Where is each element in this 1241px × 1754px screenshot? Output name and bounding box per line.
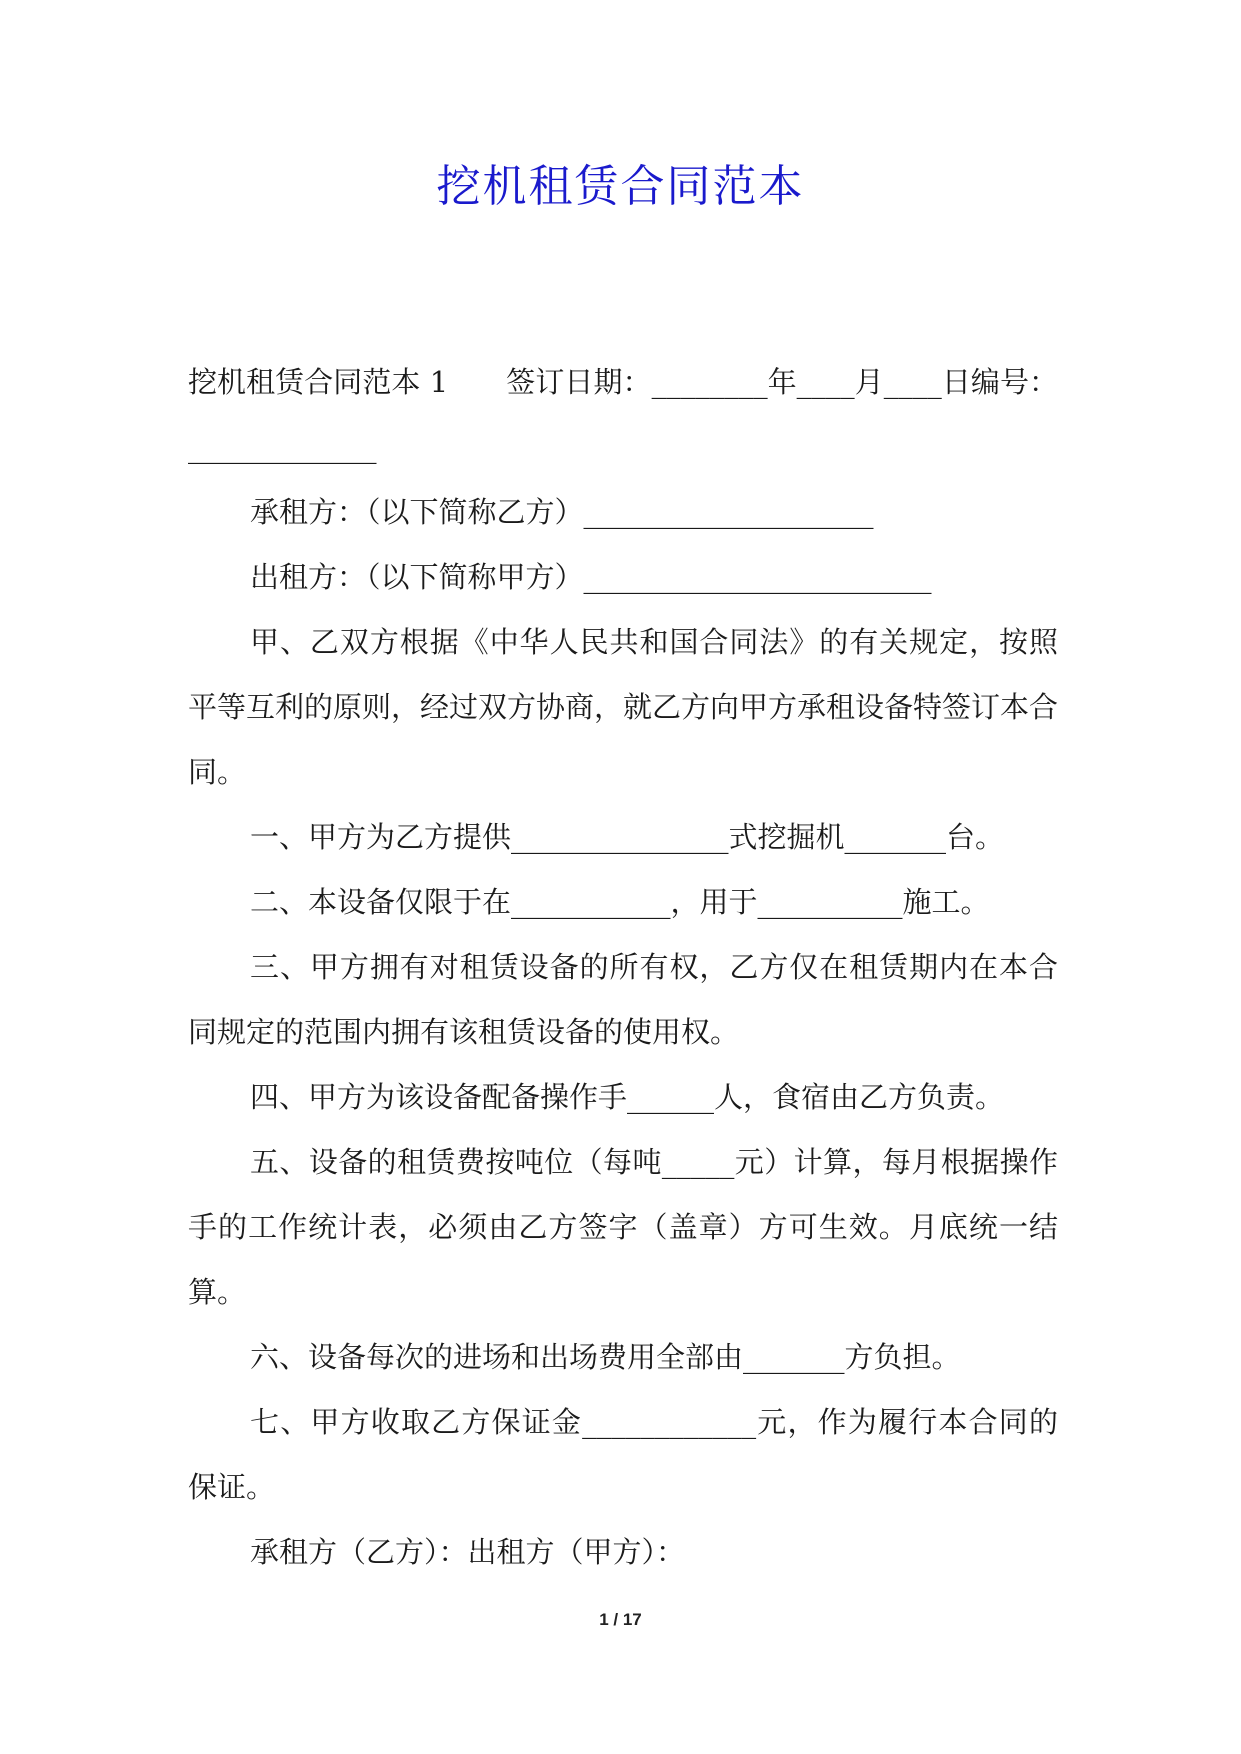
lessor-line: 出租方：（以下简称甲方）________________________ bbox=[250, 560, 932, 594]
lessee-line: 承租方：（以下简称乙方）____________________ bbox=[250, 495, 874, 529]
signature-line: 承租方（乙方）：出租方（甲方）： bbox=[250, 1535, 686, 1569]
clause-1: 一、甲方为乙方提供_______________式挖掘机_______台。 bbox=[250, 820, 1005, 854]
clause-2: 二、本设备仅限于在___________，用于__________施工。 bbox=[250, 885, 990, 919]
clause-6: 六、设备每次的进场和出场费用全部由_______方负担。 bbox=[250, 1340, 961, 1374]
document-title: 挖机租赁合同范本 bbox=[436, 161, 805, 212]
clause-4: 四、甲方为该设备配备操作手______人，食宿由乙方负责。 bbox=[250, 1080, 1005, 1114]
clause-5: 五、设备的租赁费按吨位（每吨_____元）计算，每月根据操作手的工作统计表，必须由乙方签字（盖章）方可生效。月底统一结算。 bbox=[188, 1145, 1058, 1309]
contract-header-line: 挖机租赁合同范本 1 签订日期：________年____月____日编号：_____________ bbox=[188, 365, 1058, 464]
document-body bbox=[188, 350, 1058, 1585]
page-number: 1 / 17 bbox=[599, 1610, 642, 1629]
preamble-paragraph: 甲、乙双方根据《中华人民共和国合同法》的有关规定，按照平等互利的原则，经过双方协商，就乙方向甲方承租设备特签订本合同。 bbox=[188, 625, 1059, 789]
clause-3: 三、甲方拥有对租赁设备的所有权，乙方仅在租赁期内在本合同规定的范围内拥有该租赁设备的使用权。 bbox=[188, 950, 1058, 1049]
clause-7: 七、甲方收取乙方保证金____________元，作为履行本合同的保证。 bbox=[188, 1405, 1058, 1504]
